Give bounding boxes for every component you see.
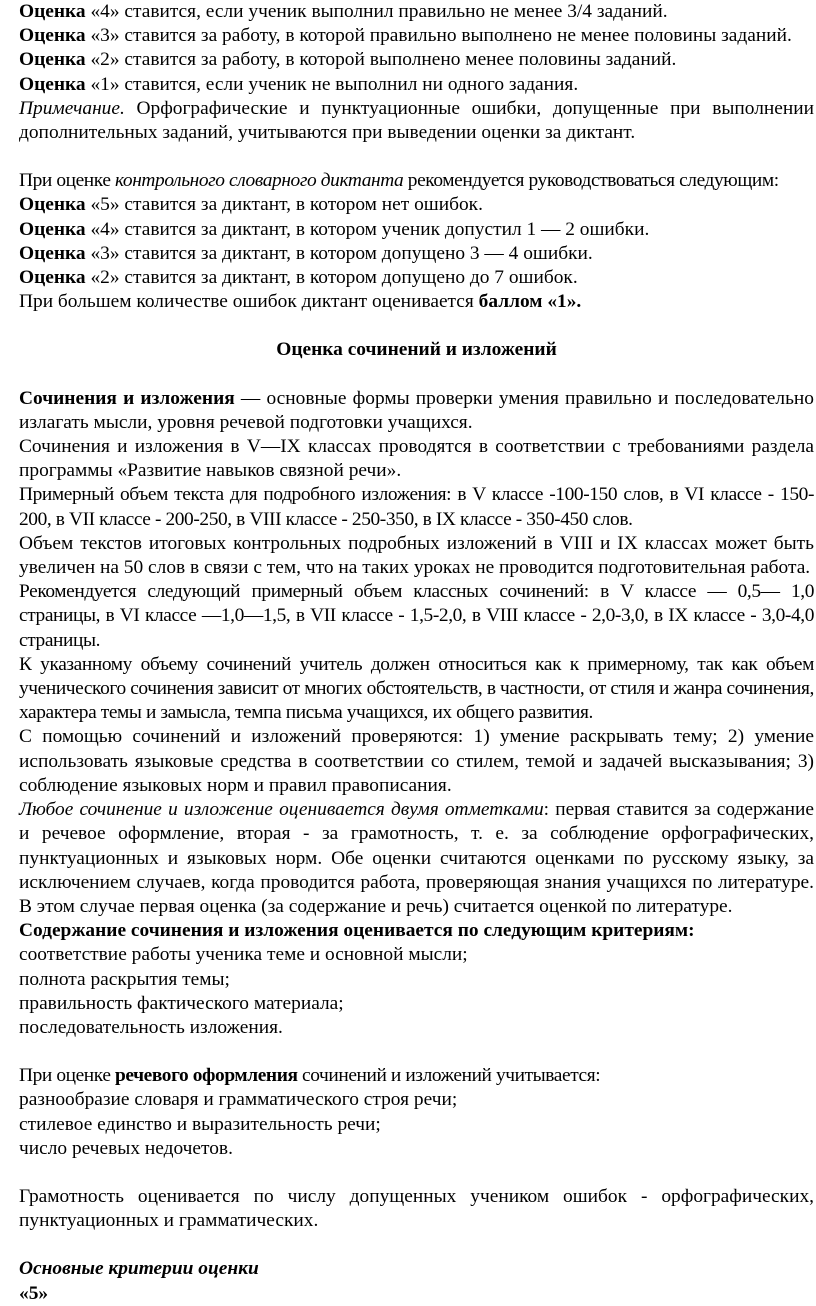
criteria-heading-text: Содержание сочинения и изложения оценивается по следующим критериям: bbox=[19, 920, 695, 942]
criteria-heading bbox=[19, 919, 814, 943]
grade-label: Оценка bbox=[19, 73, 86, 95]
grade-1-line bbox=[19, 73, 814, 97]
criteria-item: соответствие работы ученика теме и основной мысли; bbox=[19, 944, 468, 966]
grade-5-text: «5» bbox=[19, 1282, 49, 1304]
grade-text: «1» ставится, если ученик не выполнил ни одного задания. bbox=[85, 73, 579, 95]
speech-item: разнообразие словаря и грамматического строя речи; bbox=[19, 1089, 458, 1111]
vocab-intro-italic: контрольного словарного диктанта bbox=[114, 170, 404, 192]
more-errors-text: При большем количестве ошибок диктант оценивается bbox=[19, 291, 479, 313]
grade-2-line bbox=[19, 48, 814, 72]
more-errors-bold: баллом «1». bbox=[478, 291, 582, 313]
vocab-grade-2 bbox=[19, 266, 814, 290]
spacer bbox=[19, 1161, 814, 1185]
spacer bbox=[19, 145, 814, 169]
grade-3-line bbox=[19, 24, 814, 48]
section-heading-text: Оценка сочинений и изложений bbox=[276, 339, 557, 361]
note-label: Примечание. bbox=[19, 97, 125, 119]
vocab-grade-4 bbox=[19, 218, 814, 242]
criteria-item: полнота раскрытия темы; bbox=[19, 968, 230, 990]
essay-p1-text: — основные формы проверки умения правильно и последовательно излагать мысли, уровня речевой подготовки учащихся. bbox=[19, 387, 814, 433]
spacer bbox=[19, 1233, 814, 1257]
vocab-intro-before: При оценке bbox=[19, 170, 115, 192]
essay-section bbox=[19, 387, 814, 1306]
essay-p7: С помощью сочинений и изложений проверяются: 1) умение раскрывать тему; 2) умение использовать языковые средства в соответствии со стилем, темой и задачей высказывания; 3) соблюдение языковых норм и правил правописания. bbox=[19, 726, 814, 796]
essay-p2: Сочинения и изложения в V—IX классах проводятся в соответствии с требованиями раздела программы «Развитие навыков связной речи». bbox=[19, 436, 814, 482]
note-text: Орфографические и пунктуационные ошибки, допущенные при выполнении дополнительных заданий, учитываются при выведении оценки за диктант. bbox=[19, 97, 814, 144]
vocab-grade-3 bbox=[19, 242, 814, 266]
grade-label: Оценка bbox=[19, 25, 86, 47]
essay-p8-italic: Любое сочинение и изложение оценивается двумя отметками bbox=[19, 799, 544, 821]
essay-p6: К указанному объему сочинений учитель должен относиться как к примерному, так как объем ученического сочинения зависит от многих обстоятельств, в частности, от стиля и жанра сочинения, характера темы и замысла, темпа письма учащихся, их общего развития. bbox=[19, 653, 814, 724]
grade-4-line bbox=[19, 0, 814, 24]
grade-text: «2» ставится за диктант, в котором допущено до 7 ошибок. bbox=[85, 267, 578, 289]
essay-p1 bbox=[19, 387, 814, 435]
vocab-grade-5 bbox=[19, 193, 814, 217]
grade-text: «4» ставится, если ученик выполнил правильно не менее 3/4 заданий. bbox=[85, 1, 668, 22]
grade-text: «3» ставится за работу, в которой правильно выполнено не менее половины заданий. bbox=[85, 25, 792, 47]
essay-p3: Примерный объем текста для подробного изложения: в V классе -100-150 слов, в VI классе - 150-200, в VII классе - 200-250, в VIII классе - 250-350, в IX классе - 350-450 слов. bbox=[19, 484, 814, 530]
grade-label: Оценка bbox=[19, 1, 86, 22]
speech-item: число речевых недочетов. bbox=[19, 1137, 233, 1159]
vocab-more-errors bbox=[19, 290, 814, 314]
grade-5-heading bbox=[19, 1282, 814, 1306]
grade-label: Оценка bbox=[19, 218, 86, 240]
speech-intro-before: При оценке bbox=[19, 1065, 115, 1087]
grade-label: Оценка bbox=[19, 267, 86, 289]
grade-text: «4» ставится за диктант, в котором ученик допустил 1 — 2 ошибки. bbox=[85, 218, 650, 240]
main-criteria-text: Основные критерии оценки bbox=[19, 1258, 259, 1280]
grade-text: «5» ставится за диктант, в котором нет ошибок. bbox=[85, 194, 483, 216]
speech-item: стилевое единство и выразительность речи; bbox=[19, 1113, 381, 1135]
spacer bbox=[19, 1040, 814, 1064]
note-paragraph bbox=[19, 97, 814, 145]
criteria-item: правильность фактического материала; bbox=[19, 992, 344, 1014]
grade-label: Оценка bbox=[19, 49, 86, 71]
main-criteria-heading bbox=[19, 1257, 814, 1281]
vocab-dictation-grades bbox=[19, 169, 814, 314]
essay-p8 bbox=[19, 798, 814, 919]
vocab-intro-after: рекомендуется руководствоваться следующим: bbox=[403, 170, 779, 192]
speech-intro-after: сочинений и изложений учитывается: bbox=[297, 1065, 601, 1087]
grade-label: Оценка bbox=[19, 242, 86, 264]
vocab-intro bbox=[19, 169, 814, 193]
essay-p5: Рекомендуется следующий примерный объем классных сочинений: в V классе — 0,5— 1,0 страницы, в VI классе —1,0—1,5, в VII классе - 1,5-2,0, в VIII классе - 2,0-3,0, в IX классе - 3,0-4,0 страницы. bbox=[19, 581, 814, 651]
section-heading bbox=[19, 338, 814, 362]
criteria-item: последовательность изложения. bbox=[19, 1016, 283, 1038]
essay-p1-bold: Сочинения и изложения bbox=[19, 387, 235, 409]
spacer bbox=[19, 314, 814, 338]
spacer bbox=[19, 363, 814, 387]
grade-label: Оценка bbox=[19, 194, 86, 216]
essay-p8-text: : первая ставится за содержание и речевое оформление, вторая - за грамотность, т. е. за соблюдение орфографических, пунктуационных и языковых норм. Обе оценки считаются оценками по русскому языку, за исключением случаев, когда проводится работа, проверяющая знания учащихся по литературе. В этом случае первая оценка (за содержание и речь) считается оценкой по литературе. bbox=[19, 799, 815, 917]
essay-p4: Объем текстов итоговых контрольных подробных изложений в VIII и IX классах может быть увеличен на 50 слов в связи с тем, что на таких уроках не проводится подготовительная работа. bbox=[19, 532, 814, 579]
speech-intro-bold: речевого оформления bbox=[114, 1065, 298, 1087]
task-grades bbox=[19, 0, 814, 145]
speech-intro bbox=[19, 1064, 814, 1088]
literacy-paragraph: Грамотность оценивается по числу допущенных учеником ошибок - орфографических, пунктуационных и грамматических. bbox=[19, 1185, 814, 1232]
grade-text: «3» ставится за диктант, в котором допущено 3 — 4 ошибки. bbox=[85, 242, 593, 264]
grade-text: «2» ставится за работу, в которой выполнено менее половины заданий. bbox=[85, 49, 677, 71]
